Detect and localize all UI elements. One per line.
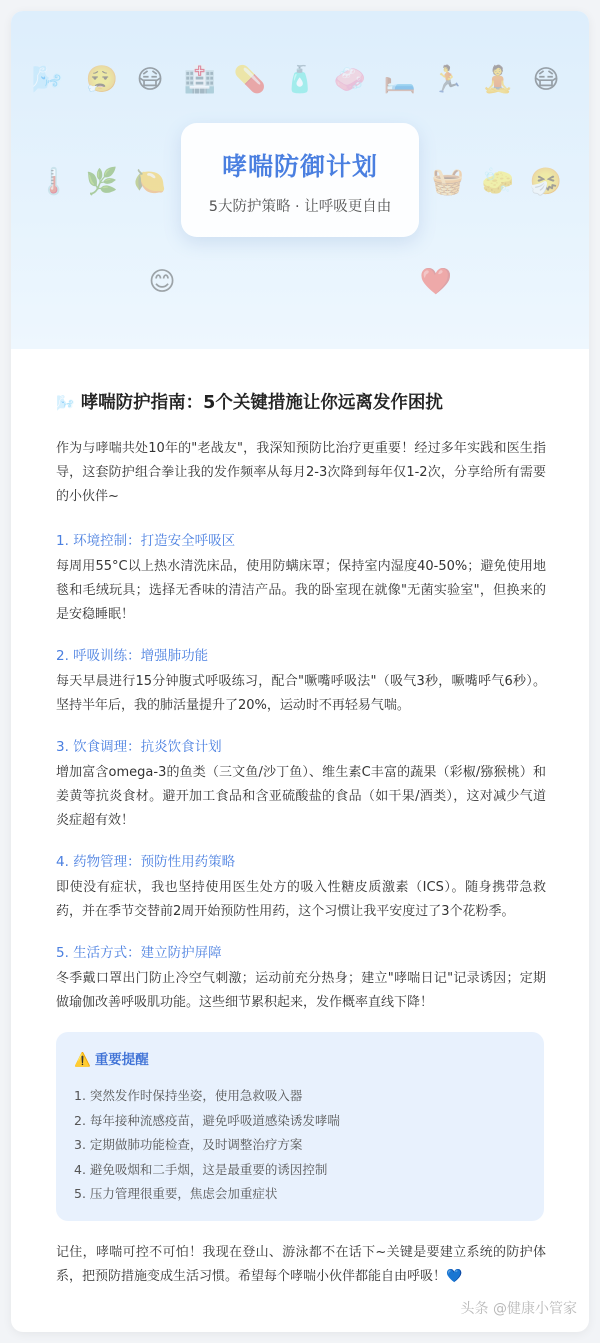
article-card (11, 11, 589, 1332)
page-subtitle: 5大防护策略 · 让呼吸更自由 (208, 199, 392, 215)
section-body: 冬季戴口罩出门防止冷空气刺激；运动前充分热身；建立"哮喘日记"记录诱因；定期做瑜伽改善呼吸肌功能。这些细节累积起来，发作概率直线下降！ (56, 971, 546, 1010)
section-environment (56, 529, 546, 627)
runner-icon: 🏃 (431, 65, 465, 95)
lotion-icon: 🧴 (283, 65, 317, 95)
hero-banner (11, 11, 589, 349)
section-title: 2. 呼吸训练：增强肺功能 (56, 648, 209, 664)
basket-icon: 🧺 (431, 167, 465, 197)
section-title: 5. 生活方式：建立防护屏障 (56, 945, 222, 961)
herb-icon: 🌿 (85, 167, 119, 197)
important-tips-box (56, 1032, 544, 1221)
thermometer-icon: 🌡️ (37, 167, 71, 197)
wind-icon: 🌬️ (56, 394, 75, 412)
blue-heart-icon: 💙 (446, 1268, 463, 1284)
bed-icon: 🛏️ (383, 65, 417, 95)
section-body: 每周用55°C以上热水清洗床品，使用防螨床罩；保持室内湿度40-50%；避免使用地毯和毛绒玩具；选择无香味的清洁产品。我的卧室现在就像"无菌实验室"，但换来的是安稳睡眠！ (56, 559, 546, 622)
soap-icon: 🧼 (333, 65, 367, 95)
yoga-icon: 🧘 (481, 65, 515, 95)
outro-paragraph (56, 1241, 546, 1289)
section-breathing (56, 644, 546, 718)
page-title: 哮喘防御计划 (221, 152, 378, 181)
hospital-icon: 🏥 (183, 65, 217, 95)
watermark: 头条 @健康小管家 (460, 1301, 577, 1317)
list-item: 1. 突然发作时保持坐姿，使用急救吸入器 (74, 1088, 303, 1103)
mask-face-icon: 😷 (136, 65, 164, 95)
exhale-face-icon: 😮‍💨 (85, 65, 119, 95)
lemon-icon: 🍋 (133, 167, 167, 197)
title-box (181, 123, 419, 237)
section-body: 每天早晨进行15分钟腹式呼吸练习，配合"噘嘴呼吸法"（吸气3秒，噘嘴呼气6秒）。坚持半年后，我的肺活量提升了20%，运动时不再轻易气喘。 (56, 674, 546, 713)
section-title: 3. 饮食调理：抗炎饮食计划 (56, 739, 222, 755)
outro-text: 记住，哮喘可控不可怕！我现在登山、游泳都不在话下~关键是要建立系统的防护体系，把预防措施变成生活习惯。希望每个哮喘小伙伴都能自由呼吸！ (56, 1244, 546, 1284)
section-title: 4. 药物管理：预防性用药策略 (56, 854, 236, 870)
tips-title: 重要提醒 (94, 1052, 149, 1068)
list-item: 5. 压力管理很重要，焦虑会加重症状 (74, 1186, 278, 1201)
section-lifestyle (56, 941, 546, 1015)
list-item: 4. 避免吸烟和二手烟，这是最重要的诱因控制 (74, 1161, 328, 1177)
wind-icon: 🌬️ (31, 65, 65, 95)
section-diet (56, 735, 546, 833)
section-medication (56, 850, 546, 924)
article-body (56, 389, 546, 1289)
section-body: 增加富含omega-3的鱼类（三文鱼/沙丁鱼）、维生素C丰富的蔬果（彩椒/猕猴桃）和姜黄等抗炎食材。避开加工食品和含亚硫酸盐的食品（如干果/酒类），这对减少气道炎症超有效！ (56, 765, 546, 828)
article-heading (56, 389, 546, 417)
section-body: 即使没有症状，我也坚持使用医生处方的吸入性糖皮质激素（ICS）。随身携带急救药，并在季节交替前2周开始预防性用药，这个习惯让我平安度过了3个花粉季。 (56, 880, 546, 919)
warning-icon: ⚠️ (74, 1052, 91, 1068)
sneeze-face-icon: 🤧 (529, 167, 563, 197)
article-heading-text: 哮喘防护指南：5个关键措施让你远离发作困扰 (80, 393, 443, 413)
smile-face-icon: 😊 (148, 267, 176, 297)
section-title: 1. 环境控制：打造安全呼吸区 (56, 533, 236, 549)
pill-icon: 💊 (233, 65, 267, 95)
heart-icon: ❤️ (419, 267, 453, 297)
sponge-icon: 🧽 (481, 167, 515, 197)
list-item: 2. 每年接种流感疫苗，避免呼吸道感染诱发哮喘 (74, 1112, 340, 1128)
tips-heading (74, 1048, 526, 1072)
intro-paragraph: 作为与哮喘共处10年的"老战友"，我深知预防比治疗更重要！经过多年实践和医生指导，这套防护组合拳让我的发作频率从每月2-3次降到每年仅1-2次，分享给所有需要的小伙伴~ (56, 441, 546, 504)
mask-face-icon-2: 😷 (532, 65, 560, 95)
tips-list (74, 1084, 526, 1207)
list-item: 3. 定期做肺功能检查，及时调整治疗方案 (74, 1137, 303, 1152)
